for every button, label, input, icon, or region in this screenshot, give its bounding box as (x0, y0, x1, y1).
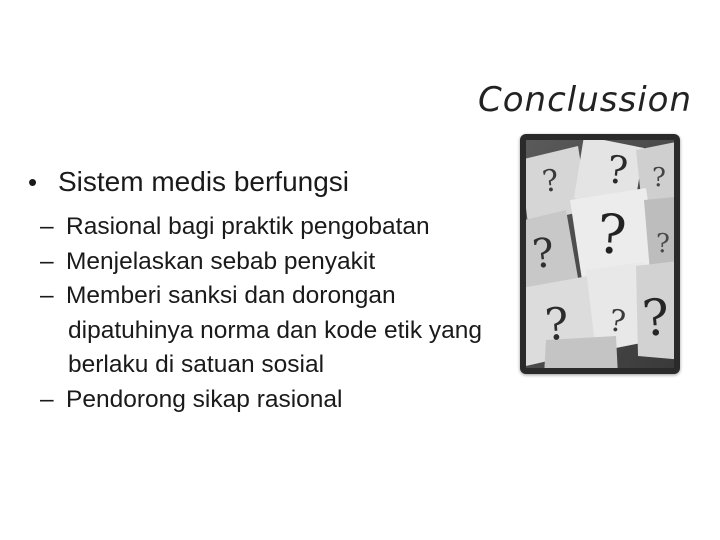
svg-text:?: ? (652, 163, 666, 193)
slide-title: Conclussion (477, 80, 692, 120)
sub-item (28, 279, 508, 383)
svg-text:?: ? (595, 202, 629, 267)
svg-text:?: ? (606, 303, 628, 341)
question-marks-photo (520, 134, 680, 374)
dash-marker: – (40, 213, 54, 240)
main-bullet-text: Sistem medis berfungsi (58, 166, 350, 197)
dash-marker: – (40, 282, 54, 309)
sub-item-text: Menjelaskan sebab penyakit (66, 247, 376, 275)
main-bullet (28, 162, 508, 202)
slide-content (28, 162, 508, 417)
sub-item-text: Pendorong sikap rasional (66, 385, 343, 413)
svg-text:?: ? (543, 298, 571, 351)
dash-marker: – (40, 247, 54, 275)
bullet-dot: • (28, 167, 38, 197)
svg-text:?: ? (639, 287, 672, 348)
question-marks-photo-icon (526, 140, 674, 368)
svg-text:?: ? (530, 229, 557, 278)
dash-marker: – (40, 385, 54, 413)
svg-text:?: ? (656, 229, 670, 259)
svg-text:?: ? (605, 147, 630, 194)
sub-item (28, 383, 508, 418)
svg-text:?: ? (540, 163, 562, 200)
sub-item-text: Memberi sanksi dan dorongan dipatuhinya norma dan kode etik yang berlaku di satuan sosial (66, 282, 483, 378)
sub-item (28, 245, 508, 280)
sub-item (28, 210, 508, 245)
sub-item-text: Rasional bagi praktik pengobatan (66, 213, 430, 240)
sub-list (28, 210, 508, 417)
